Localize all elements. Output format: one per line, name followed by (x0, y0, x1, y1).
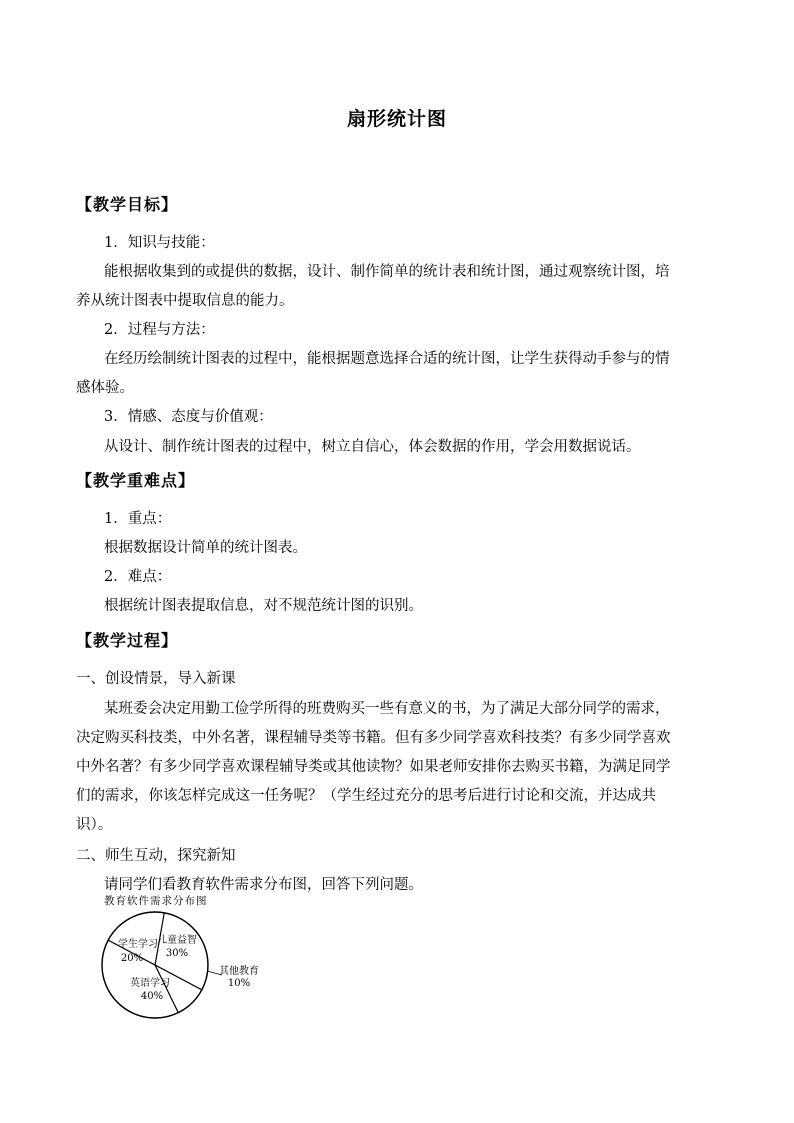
text-line: 们的需求，你该怎样完成这一任务呢？（学生经过充分的思考后进行讨论和交流，并达成共 (76, 788, 656, 804)
page-title: 扇形统计图 (346, 108, 447, 130)
text-line: 一、创设情景，导入新课 (76, 671, 236, 687)
text-line: 1．知识与技能： (104, 235, 215, 251)
text-line: 某班委会决定用勤工俭学所得的班费购买一些有意义的书，为了满足大部分同学的需求， (104, 701, 670, 717)
text-line: 2．难点： (104, 569, 172, 585)
text-line: 2．过程与方法： (104, 322, 215, 338)
text-line: 养从统计图表中提取信息的能力。 (76, 293, 294, 309)
slice-label-name: 学生学习 (118, 939, 158, 950)
section-heading-process: 【教学过程】 (76, 631, 179, 650)
slice-label-name: 儿童益智 (157, 935, 197, 946)
text-line: 能根据收集到的或提供的数据，设计、制作简单的统计表和统计图，通过观察统计图，培 (104, 264, 670, 280)
pie-chart (90, 905, 280, 1025)
text-line: 在经历绘制统计图表的过程中，能根据题意选择合适的统计图，让学生获得动手参与的情 (104, 351, 670, 367)
text-line: 感体验。 (76, 380, 134, 396)
slice-label-name: 其他教育 (219, 966, 259, 977)
slice-label-value: 10% (227, 978, 251, 989)
slice-label-value: 30% (165, 948, 189, 959)
text-line: 中外名著？有多少同学喜欢课程辅导类或其他读物？如果老师安排你去购买书籍，为满足同学 (76, 759, 671, 775)
text-line: 识）。 (76, 817, 113, 833)
slice-label-value: 20% (120, 953, 144, 964)
section-heading-objectives: 【教学目标】 (76, 195, 179, 214)
text-line: 从设计、制作统计图表的过程中，树立自信心，体会数据的作用，学会用数据说话。 (104, 439, 641, 455)
text-line: 二、师生互动，探究新知 (76, 848, 236, 864)
text-line: 根据统计图表提取信息，对不规范统计图的识别。 (104, 598, 423, 614)
slice-label-value: 40% (140, 991, 164, 1002)
section-heading-key-points: 【教学重难点】 (76, 471, 196, 490)
text-line: 请同学们看教育软件需求分布图，回答下列问题。 (104, 877, 423, 893)
text-line: 根据数据设计简单的统计图表。 (104, 540, 307, 556)
text-line: 决定购买科技类，中外名著，课程辅导类等书籍。但有多少同学喜欢科技类？有多少同学喜欢 (76, 730, 671, 746)
chart-title: 教育软件需求分布图 (104, 895, 208, 907)
text-line: 3．情感、态度与价值观： (104, 409, 273, 425)
slice-label-name: 英语学习 (130, 978, 170, 989)
text-line: 1．重点： (104, 511, 172, 527)
